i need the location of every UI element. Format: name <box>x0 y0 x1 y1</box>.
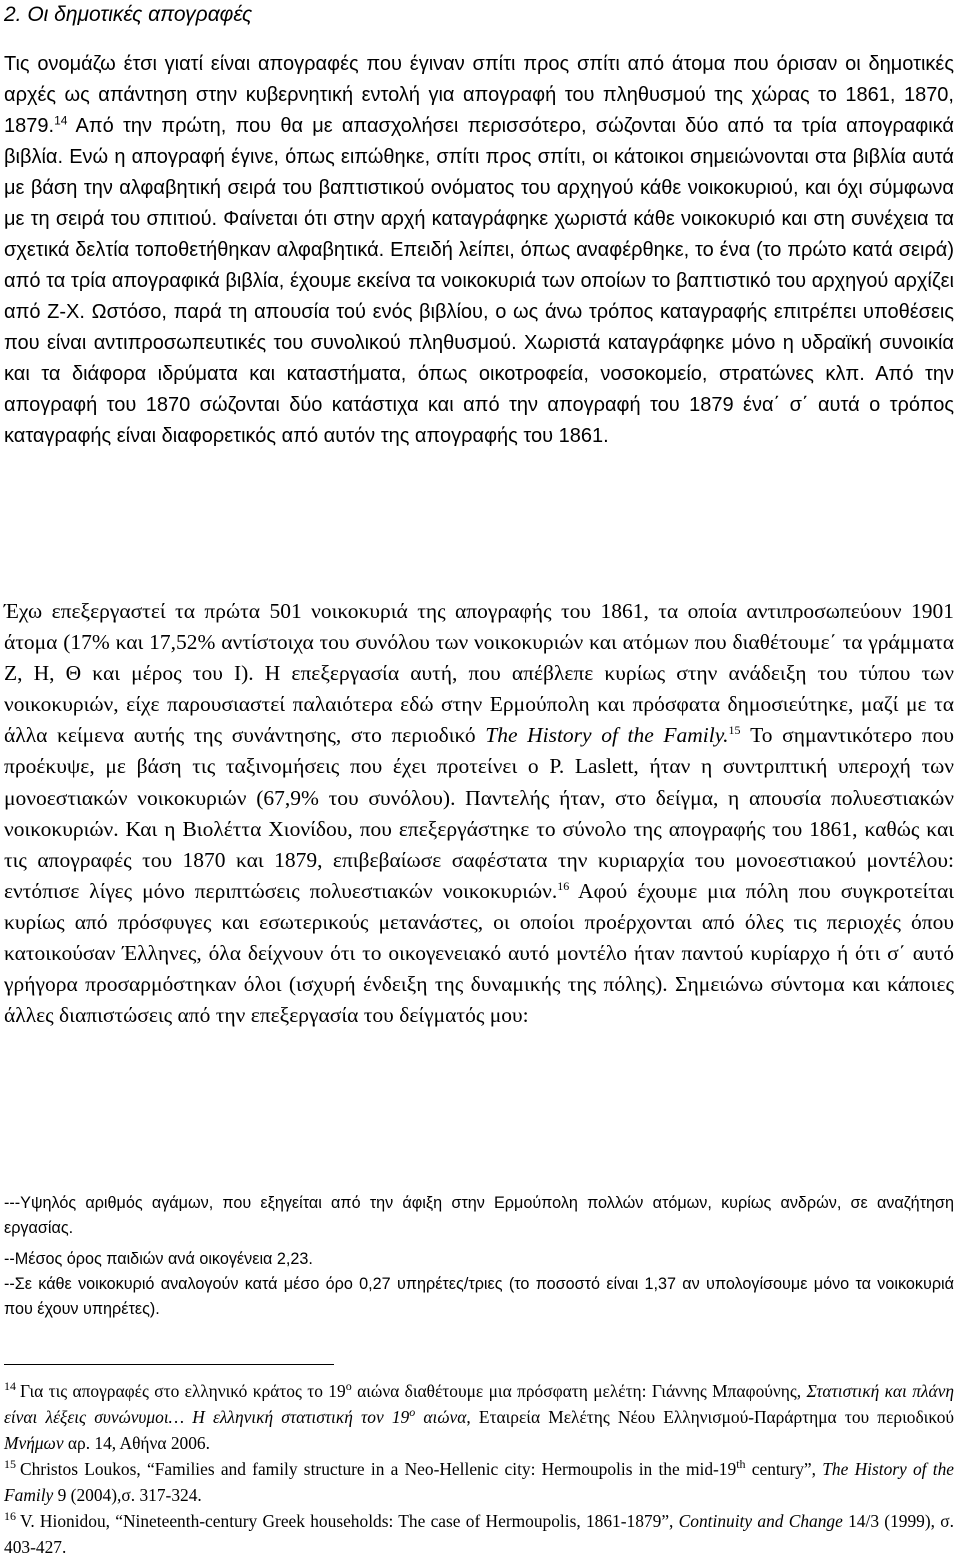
footnote-15 <box>4 1456 954 1508</box>
footnote-number: 15 <box>4 1457 16 1472</box>
footnote-number: 16 <box>4 1509 16 1524</box>
footnote-ref-16[interactable]: 16 <box>557 878 570 893</box>
paragraph-census-intro <box>4 49 954 452</box>
finding-item: --Μέσος όρος παιδιών ανά οικογένεια 2,23. <box>4 1250 313 1268</box>
section-heading: 2. Οι δημοτικές απογραφές <box>4 3 253 26</box>
superscript: th <box>736 1457 746 1472</box>
footnote-number: 14 <box>4 1379 16 1394</box>
footnote-ref-15[interactable]: 15 <box>728 723 741 738</box>
footnote-text: Christos Loukos, “Families and family structure in a Neo-Hellenic city: Hermoupolis in the mid-19 <box>20 1459 737 1479</box>
paragraph-text: Αφού έχουμε μια πόλη που συγκροτείται κυρίως από πρόσφυγες και εσωτερικούς μετανάστες, οι οποίοι προέρχονται από όλες τις περιοχές όπου κατοικούσαν Έλληνες, όλα δείχνουν ότι το οικογενειακό αυτό μοντέλο ήταν παντού κυρίαρχο ή ότι σ΄ αυτό γρήγορα προσαρμόστηκαν όλοι (ισχυρή ένδειξη της δυναμικής της πόλης). Σημειώνω σύντομα και κάποιες άλλες διαπιστώσεις από την επεξεργασία του δείγματός μου: <box>4 878 954 1028</box>
paragraph-text: Από την πρώτη, που θα με απασχολήσει περισσότερο, σώζονται δύο από τα τρία απογραφικά βιβλία. Ενώ η απογραφή έγινε, όπως ειπώθηκε, σπίτι προς σπίτι, οι κάτοικοι σημειώνονται στα βιβλία αυτά με βάση την αλφαβητική σειρά του βαπτιστικού ονόματος του αρχηγού κάθε νοικοκυριού, και όχι σύμφωνα με τη σειρά του σπιτιού. Φαίνεται ότι στην αρχή καταγράφηκε χωριστά κάθε νοικοκυριό και στη συνέχεια τα σχετικά δελτία τοποθετήθηκαν αλφαβητικά. Επειδή λείπει, όπως αναφέρθηκε, το ένα (το πρώτο κατά σειρά) από τα τρία απογραφικά βιβλία, έχουμε εκείνα τα νοικοκυριά των οποίων το βαπτιστικό του αρχηγού αρχίζει από Ζ-Χ. Ωστόσο, παρά τη απουσία τού ενός βιβλίου, ο ως άνω τρόπος καταγραφής επιτρέπει υποθέσεις που είναι αντιπροσωπευτικές του συνολικού πληθυσμού. Χωριστά καταγράφηκε μόνο η υδραϊκή συνοικία και τα διάφορα ιδρύματα και καταστήματα, όπως οικοτροφεία, νοσοκομείο, στρατώνες κλπ. Από την απογραφή του 1870 σώζονται δύο κατάστιχα και από την απογραφή του 1879 ένα΄ σ΄ αυτά ο τρόπος καταγραφής είναι διαφορετικός από αυτόν της απογραφής του 1861. <box>4 115 954 447</box>
journal-title: Continuity and Change <box>678 1511 843 1531</box>
paragraph-text: Το σημαντικότερο που προέκυψε, με βάση τις ταξινομήσεις που έχει προτείνει ο P. Laslett, ήταν η συντριπτική υπεροχή των μονοεστιακών νοικοκυριών (67,9% του συνόλου). Παντελής ήταν, στο δείγμα, η απουσία πολυεστιακών νοικοκυριών. Και η Βιολέττα Χιονίδου, που επεξεργάστηκε το σύνολο της απογραφής του 1861, καθώς και τις απογραφές του 1870 και 1879, επιβεβαίωσε σαφέστατα την κυριαρχία του μονοεστιακού μοντέλου: εντόπισε λίγες μόνο περιπτώσεις πολυεστιακών νοικοκυριών. <box>4 723 955 903</box>
footnote-separator <box>4 1364 334 1365</box>
footnote-text: , Εταιρεία Μελέτης Νέου Ελληνισμού-Παράρτημα του περιοδικού <box>466 1407 954 1427</box>
footnote-text: αιώνα διαθέτουμε μια πρόσφατη μελέτη: Γιάννης Μπαφούνης, <box>351 1381 807 1401</box>
book-title: αιώνα <box>415 1407 467 1427</box>
superscript: ο <box>345 1379 352 1394</box>
footnote-text: Για τις απογραφές στο ελληνικό κράτος το 19 <box>20 1381 346 1401</box>
footnote-ref-14[interactable]: 14 <box>54 113 68 128</box>
footnote-text: αρ. 14, Αθήνα 2006. <box>63 1433 210 1453</box>
paragraph-text: Τις ονομάζω έτσι γιατί είναι απογραφές που έγιναν σπίτι προς σπίτι από άτομα που όρισαν οι δημοτικές αρχές ως απάντηση στην κυβερνητική εντολή για απογραφή του πληθυσμού της χώρας το 1861, 1870, 1879. <box>4 53 954 137</box>
footnote-14 <box>4 1378 954 1456</box>
footnote-text: 9 (2004),σ. 317-324. <box>53 1485 202 1505</box>
journal-title: The History of the Family. <box>485 723 729 748</box>
paragraph-text: Έχω επεξεργαστεί τα πρώτα 501 νοικοκυριά της απογραφής του 1861, τα οποία αντιπροσωπεύουν 1901 άτομα (17% και 17,52% αντίστοιχα του συνόλου των νοικοκυριών και ατόμων που διαθέτουμε΄ τα γράμματα Ζ, Η, Θ και μέρος του Ι). Η επεξεργασία αυτή, που απέβλεπε κυρίως στην ανάδειξη του τύπου των νοικοκυριών, είχε παρουσιαστεί παλαιότερα εδώ στην Ερμούπολη και πρόσφατα δημοσιεύτηκε, μαζί με τα άλλα κείμενα αυτής της συνάντησης, στο περιοδικό <box>4 599 954 748</box>
journal-title: The History of the Family <box>4 1459 954 1505</box>
footnote-text: century”, <box>745 1459 823 1479</box>
footnote-text: 14/3 (1999), σ. 403-427. <box>4 1511 954 1557</box>
book-title: Στατιστική και πλάνη είναι λέξεις συνώνυμοι… Η ελληνική στατιστική τον 19 <box>4 1381 954 1427</box>
superscript: ο <box>409 1405 416 1420</box>
finding-item: ---Υψηλός αριθμός αγάμων, που εξηγείται από την άφιξη στην Ερμούπολη πολλών ατόμων, κυρίως ανδρών, σε αναζήτηση εργασίας. <box>4 1194 954 1237</box>
footnote-text: V. Hionidou, “Nineteenth-century Greek households: The case of Hermoupolis, 1861-1879”, <box>20 1511 679 1531</box>
footnote-16 <box>4 1508 954 1560</box>
finding-item: --Σε κάθε νοικοκυριό αναλογούν κατά μέσο όρο 0,27 υπηρέτες/τριες (το ποσοστό είναι 1,37 αν υπολογίσουμε μόνο τα νοικοκυριά που έχουν υπηρέτες). <box>4 1275 954 1318</box>
journal-title: Μνήμων <box>4 1433 64 1453</box>
paragraph-processing <box>4 596 954 1031</box>
